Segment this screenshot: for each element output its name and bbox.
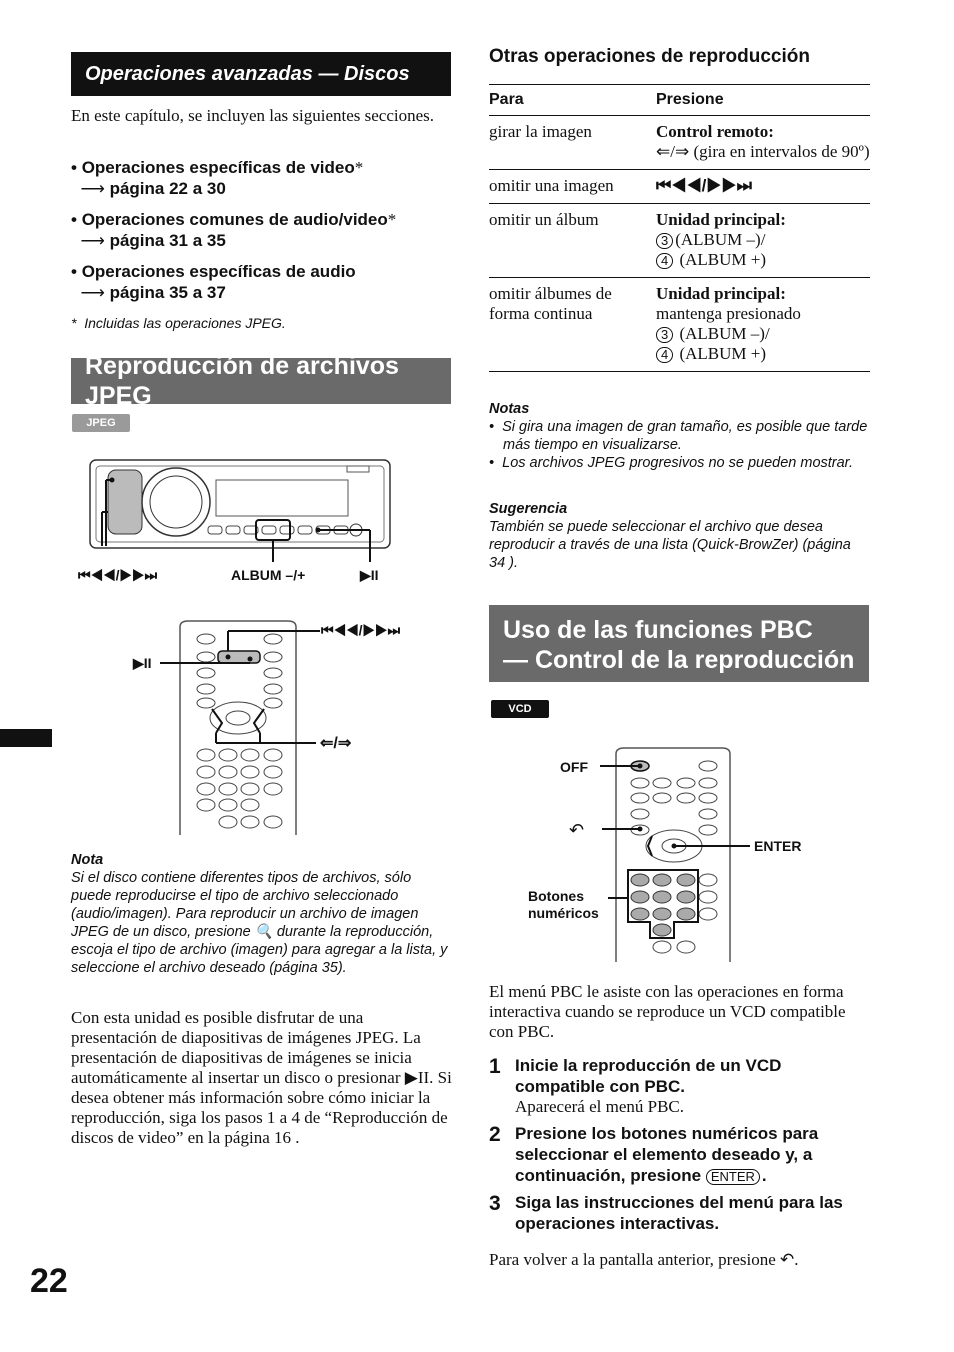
footnote: * Incluidas las operaciones JPEG. bbox=[71, 315, 286, 331]
step-item bbox=[489, 1192, 869, 1234]
sugerencia-text: También se puede seleccionar el archivo que desea reproducir a través de una lista (Quick-BrowZer) (página 34 ). bbox=[489, 519, 851, 571]
cell-para: omitir álbumes de forma continua bbox=[489, 278, 656, 372]
otras-title: Otras operaciones de reproducción bbox=[489, 46, 810, 67]
step-text: Siga las instrucciones del menú para las operaciones interactivas. bbox=[515, 1193, 843, 1233]
intro-text: En este capítulo, se incluyen las siguientes secciones. bbox=[71, 106, 435, 125]
remote-illustration-jpeg bbox=[130, 615, 450, 840]
section-header-line1: Uso de las funciones PBC bbox=[503, 616, 813, 644]
step-number: 3 bbox=[489, 1192, 501, 1215]
enter-key: ENTER bbox=[706, 1169, 760, 1185]
cell-presione bbox=[656, 170, 870, 204]
bullet-item: • Operaciones comunes de audio/video* ⟶ página 31 a 35 bbox=[71, 210, 397, 250]
section-header-line2: — Control de la reproducción bbox=[503, 646, 855, 674]
vcd-badge: VCD bbox=[491, 700, 549, 718]
footnote-text: Incluidas las operaciones JPEG. bbox=[84, 315, 286, 331]
section-header-text: Operaciones avanzadas — Discos bbox=[85, 62, 410, 85]
step-text: Presione los botones numéricos para seleccionar el elemento deseado y, a continuación, presione bbox=[515, 1124, 819, 1185]
nota-title: Nota bbox=[71, 852, 104, 868]
step-number: 1 bbox=[489, 1055, 501, 1078]
step-sub: Aparecerá el menú PBC. bbox=[515, 1097, 684, 1116]
chapter-tab bbox=[0, 729, 52, 747]
table-header-row bbox=[489, 85, 870, 116]
page-number: 22 bbox=[30, 1262, 68, 1300]
bullet-page: página 22 a 30 bbox=[109, 179, 226, 198]
nota-item-text: Los archivos JPEG progresivos no se pueden mostrar. bbox=[502, 455, 853, 471]
cell-bold: Control remoto: bbox=[656, 122, 774, 141]
bullet-item: • Operaciones específicas de audio ⟶ página 35 a 37 bbox=[71, 262, 356, 302]
table-row bbox=[489, 204, 870, 278]
cell-rest3: (ALBUM +) bbox=[679, 344, 767, 363]
nota-item: • Los archivos JPEG progresivos no se pueden mostrar. bbox=[489, 455, 853, 471]
section-header-pbc bbox=[489, 605, 869, 682]
table-row bbox=[489, 116, 870, 170]
section-header-text: Reproducción de archivos JPEG bbox=[85, 352, 399, 410]
cell-rest: ⇐/⇒ (gira en intervalos de 90º) bbox=[656, 142, 870, 161]
cell-para: omitir una imagen bbox=[489, 170, 656, 204]
remote-label-numeric-1: Botones bbox=[528, 888, 584, 904]
table-row bbox=[489, 278, 870, 372]
nota-text: Si el disco contiene diferentes tipos de archivos, sólo puede reproducirse el tipo de archivo seleccionado (audio/imagen). Para reproducir un archivo de imagen JPEG de un disco, presione 🔍 durante la reproducción, escoja el tipo de archivo (imagen) para agregar a la lista, y seleccione el archivo deseado (página 35). bbox=[71, 870, 448, 976]
cell-rest: mantenga presionado bbox=[656, 304, 801, 323]
cell-bold: Unidad principal: bbox=[656, 210, 786, 229]
cell-para: girar la imagen bbox=[489, 116, 656, 170]
table-row bbox=[489, 170, 870, 204]
notas-title: Notas bbox=[489, 401, 530, 417]
cell-bold: Unidad principal: bbox=[656, 284, 786, 303]
step-number: 2 bbox=[489, 1123, 501, 1146]
cell-presione: Unidad principal: 3 (ALBUM –)/ 4 (ALBUM +) bbox=[656, 204, 870, 278]
key-3: 3 bbox=[656, 327, 673, 343]
bullet-title: Operaciones comunes de audio/video bbox=[81, 210, 388, 229]
unit-label-skip: ⏮◀◀/▶▶⏭ bbox=[78, 567, 158, 583]
cell-bold: ⏮◀◀/▶▶⏭ bbox=[656, 176, 752, 195]
jpeg-badge: JPEG bbox=[72, 414, 130, 432]
jpeg-body-text: Con esta unidad es posible disfrutar de una presentación de diapositivas de imágenes JPEG. La presentación de diapositivas de imágenes se inicia automáticamente al insertar un disco o presionar ▶II. Si desea obtener más información sobre cómo iniciar la reproducción, siga los pasos 1 a 4 de “Reproducción de discos de video” en la página 16 . bbox=[71, 1008, 452, 1147]
step-body bbox=[515, 1055, 869, 1117]
section-header-operaciones bbox=[71, 52, 451, 96]
bullet-item: • Operaciones específicas de video* ⟶ página 22 a 30 bbox=[71, 158, 364, 198]
col-header-para: Para bbox=[489, 85, 656, 116]
step-body: Presione los botones numéricos para seleccionar el elemento deseado y, a continuación, presione ENTER . bbox=[515, 1124, 819, 1185]
remote-label-enter: ENTER bbox=[754, 838, 802, 854]
cell-para: omitir un álbum bbox=[489, 204, 656, 278]
cell-presione bbox=[656, 116, 870, 170]
remote-label-off: OFF bbox=[560, 759, 588, 775]
remote-label-skip: ⏮◀◀/▶▶⏭ bbox=[321, 622, 401, 638]
remote-label-rotate: ⇐/⇒ bbox=[320, 735, 352, 752]
remote-label-play: ▶II bbox=[133, 655, 152, 671]
key-4: 4 bbox=[656, 347, 673, 363]
final-text: Para volver a la pantalla anterior, presione ↶. bbox=[489, 1250, 799, 1269]
remote-label-numeric bbox=[528, 888, 599, 922]
nota-item-text: Si gira una imagen de gran tamaño, es posible que tarde más tiempo en visualizarse. bbox=[502, 419, 868, 453]
unit-label-album: ALBUM –/+ bbox=[231, 567, 306, 583]
operations-table bbox=[489, 84, 870, 372]
remote-illustration-vcd bbox=[600, 740, 760, 965]
step-item bbox=[489, 1055, 869, 1117]
step-text: Inicie la reproducción de un VCD compatible con PBC. bbox=[515, 1056, 782, 1096]
remote-label-numeric-2: numéricos bbox=[528, 905, 599, 921]
steps-list bbox=[489, 1055, 869, 1234]
bullet-mark: * bbox=[354, 158, 364, 177]
key-4: 4 bbox=[656, 253, 673, 269]
sugerencia-title: Sugerencia bbox=[489, 501, 568, 517]
bullet-page: página 31 a 35 bbox=[109, 231, 226, 250]
unit-label-play: ▶II bbox=[360, 567, 379, 583]
col-header-presione: Presione bbox=[656, 85, 870, 116]
cell-rest2: (ALBUM –)/ bbox=[679, 324, 770, 343]
section-header-jpeg bbox=[71, 352, 451, 410]
key-3: 3 bbox=[656, 233, 673, 249]
pbc-intro: El menú PBC le asiste con las operaciones en forma interactiva cuando se reproduce un VCD compatible con PBC. bbox=[489, 982, 846, 1041]
bullet-mark: * bbox=[387, 210, 397, 229]
back-icon: ↶ bbox=[569, 820, 585, 840]
bullet-title: Operaciones específicas de audio bbox=[81, 262, 356, 281]
cell-presione bbox=[656, 278, 870, 372]
bullet-page: página 35 a 37 bbox=[109, 283, 226, 302]
bullet-title: Operaciones específicas de video bbox=[81, 158, 355, 177]
bullet-list bbox=[71, 157, 461, 303]
notas-list bbox=[489, 418, 869, 472]
nota-item: • Si gira una imagen de gran tamaño, es posible que tarde más tiempo en visualizarse. bbox=[489, 419, 868, 453]
step-item bbox=[489, 1123, 869, 1186]
